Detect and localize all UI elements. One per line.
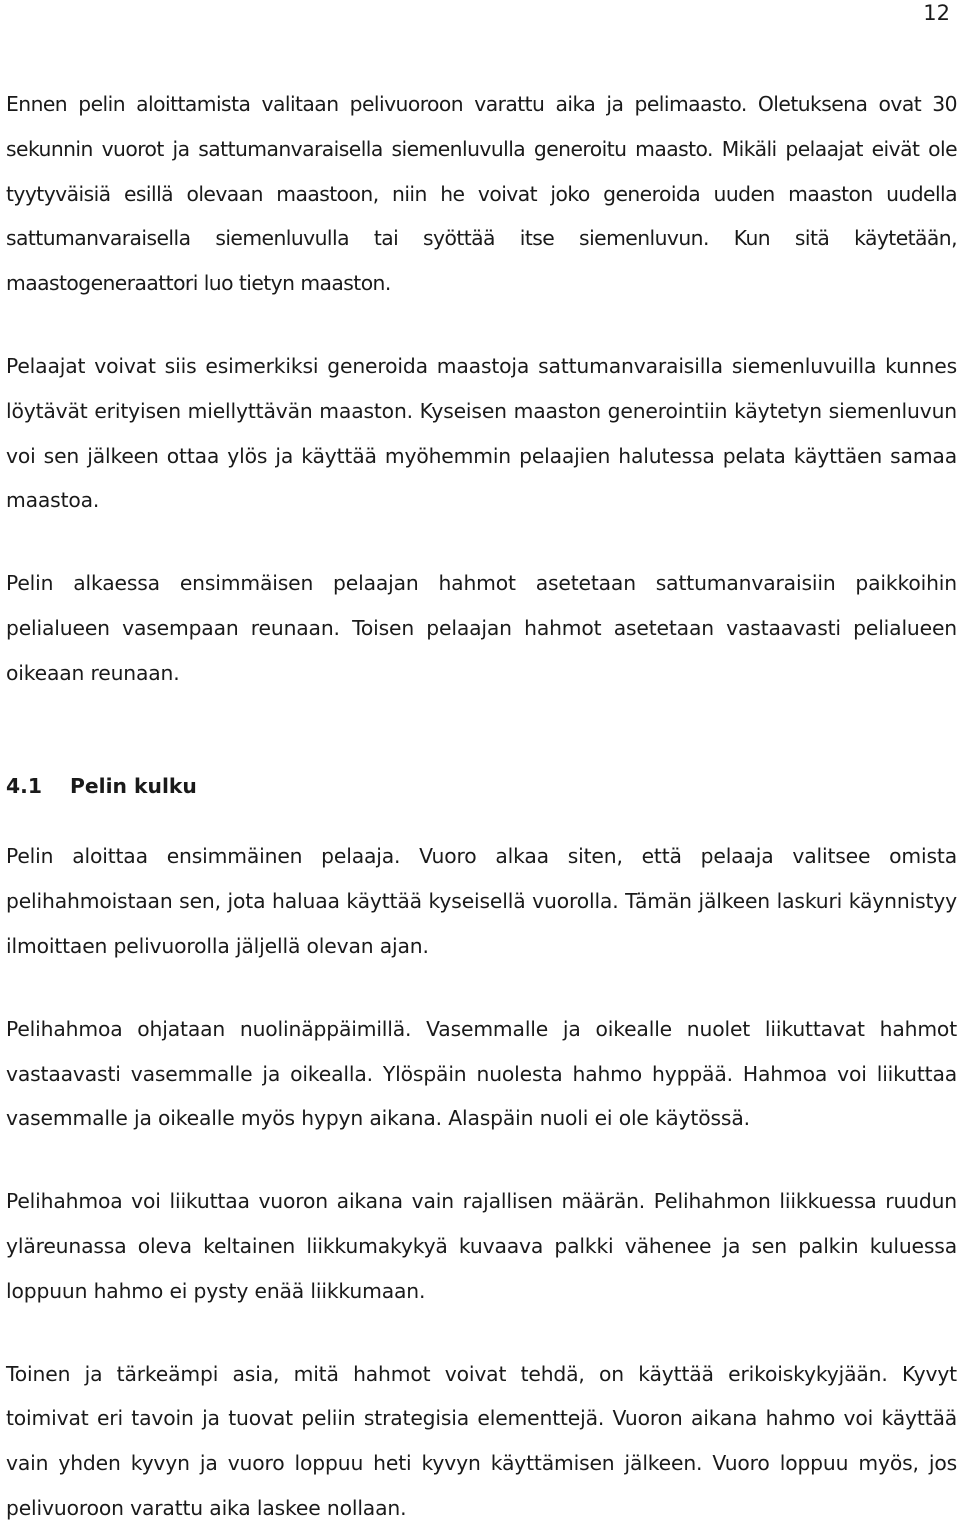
paragraph-controls: Pelihahmoa ohjataan nuolinäppäimillä. Vasemmalle ja oikealle nuolet liikuttavat hahmot vastaavasti vasemmalle ja oikealla. Ylöspäin nuolesta hahmo hyppää. Hahmoa voi liikuttaa vasemmalle ja oikealle myös hypyn aikana. Alaspäin nuoli ei ole käytössä. — [6, 1016, 957, 1131]
paragraph-seed-numbers: Pelaajat voivat siis esimerkiksi generoida maastoja sattumanvaraisilla siemenluvuilla kunnes löytävät erityisen miellyttävän maaston. Kyseisen maaston generointiin käytetyn siemenluvun voi sen jälkeen ottaa ylös ja käyttää myöhemmin pelaajien halutessa pelata käyttäen samaa maastoa. — [6, 353, 957, 513]
section-title: Pelin kulku — [70, 773, 197, 798]
paragraph-character-placement: Pelin alkaessa ensimmäisen pelaajan hahmot asetetaan sattumanvaraisiin paikkoihin pelialueen vasempaan reunaan. Toisen pelaajan hahmot asetetaan vastaavasti pelialueen oikeaan reunaan. — [6, 571, 957, 685]
paragraph-movement-limit: Pelihahmoa voi liikuttaa vuoron aikana vain rajallisen määrän. Pelihahmon liikkuessa ruudun yläreunassa oleva keltainen liikkumakykyä kuvaava palkki vähenee ja sen palkin kuluessa loppuun hahmo ei pysty enää liikkumaan. — [6, 1189, 957, 1303]
paragraph-special-abilities: Toinen ja tärkeämpi asia, mitä hahmot voivat tehdä, on käyttää erikoiskykyjään. Kyvyt toimivat eri tavoin ja tuovat peliin strategisia elementtejä. Vuoron aikana hahmo voi käyttää vain yhden kyvyn ja vuoro loppuu heti kyvyn käyttämisen jälkeen. Vuoro loppuu myös, jos pelivuoroon varattu aika laskee nollaan. — [6, 1361, 957, 1520]
page-number: 12 — [923, 1, 950, 25]
section-heading — [6, 764, 957, 809]
paragraph-game-setup: Ennen pelin aloittamista valitaan pelivuoroon varattu aika ja pelimaasto. Oletuksena ovat 30 sekunnin vuorot ja sattumanvaraisella siemenluvulla generoitu maasto. Mikäli pelaajat eivät ole tyytyväisiä esillä olevaan maastoon, niin he voivat joko generoida uuden maaston uudella sattumanvaraisella siemenluvulla tai syöttää itse siemenluvun. Kun sitä käytetään, maastogeneraattori luo tietyn maaston. — [6, 92, 957, 296]
document-body — [6, 82, 957, 1531]
paragraph-turn-start: Pelin aloittaa ensimmäinen pelaaja. Vuoro alkaa siten, että pelaaja valitsee omista pelihahmoistaan sen, jota haluaa käyttää kyseisellä vuorolla. Tämän jälkeen laskuri käynnistyy ilmoittaen pelivuorolla jäljellä olevan ajan. — [6, 844, 957, 958]
section-number: 4.1 — [6, 773, 42, 798]
